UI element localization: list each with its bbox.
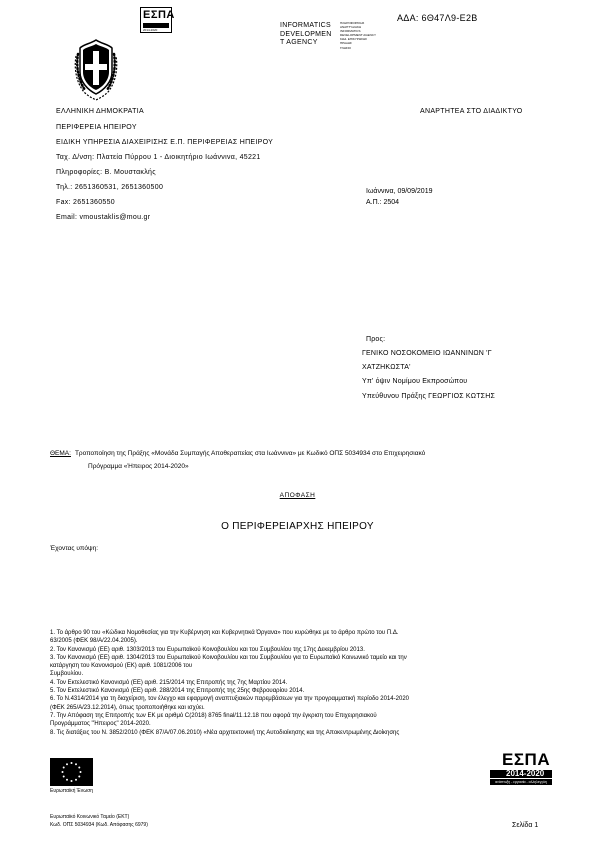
espa-big-slogan: ανάπτυξη - εργασία - αλληλεγγύη (490, 779, 552, 785)
list-item: 7. Την Απόφαση της Επιτροπής των ΕΚ με αριθμό C(2018) 8765 final/11.12.18 που αφορά την έγκριση του Επιχειρησιακού (50, 712, 377, 719)
header-line: Ταχ. Δ/νση: Πλατεία Πύρρου 1 - Διοικητήριο Ιωάννινα, 45221 (56, 154, 261, 161)
page-number: Σελίδα 1 (512, 822, 539, 829)
recipient-line: Υπεύθυνου Πράξης ΓΕΩΡΓΙΟΣ ΚΩΤΣΗΣ (362, 393, 495, 400)
list-item: 2. Τον Κανονισμό (ΕΕ) αριθ. 1303/2013 του Ευρωπαϊκού Κοινοβουλίου και του Συμβουλίου της 17ης Δεκεμβρίου 2013. (50, 646, 365, 653)
footer-code: Κωδ. ΟΠΣ 5034934 (Κωδ. Απόφασης 6979) (50, 822, 148, 828)
header-line: Email: vmoustaklis@mou.gr (56, 214, 151, 221)
subject-text: Τροποποίηση της Πράξης «Μονάδα Συμπαγής Αποθεραπείας στα Ιωάννινα» με Κωδικό ΟΠΣ 5034934 στο Επιχειρησιακό (74, 450, 426, 457)
header-line: Τηλ.: 2651360531, 2651360500 (56, 184, 164, 191)
list-item: Συμβουλίου. (50, 671, 84, 678)
page-title: Ο ΠΕΡΙΦΕΡΕΙΑΡΧΗΣ ΗΠΕΙΡΟΥ (221, 521, 374, 532)
list-item: κατάργηση του Κανονισμού (ΕΚ) αριθ. 1081/2006 του (50, 663, 193, 670)
header-line: Πληροφορίες: Β. Μουστακλής (56, 169, 156, 176)
digital-signature-stamp: ΠΛΗΡΟΦΟΡΙΚΗΣ ΑΝΑΠΤΥΞΙΑΚΗ INFORMATICS DEVELOPMENT AGENCY ΚΩΔ. ΕΠΙΚΥΡΩΣΗΣ ΠΡΑΞΗΣ ΓΝΗΣΙΟ (340, 21, 376, 50)
header-line: ΠΕΡΙΦΕΡΕΙΑ ΗΠΕΙΡΟΥ (56, 124, 137, 131)
espa-big-logo (490, 750, 552, 786)
header-line: Fax: 2651360550 (56, 199, 115, 206)
post-online-note: ΑΝΑΡΤΗΤΕΑ ΣΤΟ ΔΙΑΔΙΚΤΥΟ (420, 108, 523, 115)
having-considered-label: Έχοντας υπόψη: (50, 545, 99, 552)
list-item: 8. Τις διατάξεις του Ν. 3852/2010 (ΦΕΚ 87/Α/07.06.2010) «Νέα αρχιτεκτονική της Αυτοδιοίκησης και της Αποκεντρωμένης Διοίκησης (50, 729, 400, 736)
list-item: 3. Τον Κανονισμό (ΕΕ) αριθ. 1304/2013 του Ευρωπαϊκού Κοινοβουλίου και του Συμβουλίου για το Ευρωπαϊκό Κοινωνικό ταμείο και την (50, 654, 407, 661)
espa-logo-sub: 2014-2020 (143, 28, 158, 32)
espa-small-logo (140, 7, 175, 33)
espa-big-word: ΕΣΠΑ (502, 750, 551, 769)
protocol-number: Α.Π.: 2504 (366, 199, 400, 206)
informatics-agency-text: INFORMATICS DEVELOPMEN T AGENCY (280, 22, 332, 46)
recipient-to-label: Προς: (366, 336, 386, 343)
header-line: ΕΛΛΗΝΙΚΗ ΔΗΜΟΚΡΑΤΙΑ (56, 108, 144, 115)
list-item: 1. Το άρθρο 90 του «Κώδικα Νομοθεσίας για την Κυβέρνηση και Κυβερνητικά Όργανα» που κυρώθηκε με το άρθρο πρώτο του Π.Δ. (50, 630, 399, 636)
ada-code: ΑΔΑ: 6Θ47Λ9-Ε2Β (397, 13, 478, 23)
subject-text-cont: Πρόγραμμα «Ήπειρος 2014-2020» (88, 463, 189, 470)
list-item: Προγράμματος "Ήπειρος" 2014-2020. (50, 721, 151, 728)
decision-heading: ΑΠΟΦΑΣΗ (279, 492, 316, 499)
subject-block (50, 447, 550, 473)
recipient-line: Υπ' όψιν Νομίμου Εκπροσώπου (362, 378, 468, 385)
recipient-line: ΓΕΝΙΚΟ ΝΟΣΟΚΟΜΕΙΟ ΙΩΑΝΝΙΝΩΝ 'Γ (362, 350, 492, 357)
list-item: 63/2005 (ΦΕΚ 98/Α/22.04.2005). (50, 638, 138, 645)
recipient-line: ΧΑΤΖΗΚΩΣΤΑ' (362, 364, 411, 371)
eu-flag-icon (50, 758, 93, 786)
legal-references-list (50, 629, 550, 737)
espa-logo-word: ΕΣΠΑ (143, 9, 175, 21)
greek-emblem-icon (72, 38, 120, 102)
list-item: 6. Το Ν.4314/2014 για τη διαχείριση, τον έλεγχο και εφαρμογή αναπτυξιακών παρεμβάσεων για την προγραμματική περίοδο 2014-2020 (50, 696, 409, 703)
footer-fund: Ευρωπαϊκό Κοινωνικό Ταμείο (ΕΚΤ) (50, 814, 130, 820)
list-item: 4. Τον Εκτελεστικό Κανονισμό (ΕΕ) αριθ. 215/2014 της Επιτροπής της 7ης Μαρτίου 2014. (50, 679, 288, 686)
list-item: (ΦΕΚ 265/Α/23.12.2014), όπως τροποποιήθηκε και ισχύει. (50, 704, 205, 711)
document-date: Ιωάννινα, 09/09/2019 (366, 188, 433, 195)
eu-caption: Ευρωπαϊκή Ένωση (50, 788, 93, 794)
subject-label: ΘΕΜΑ: (50, 450, 71, 457)
header-line: ΕΙΔΙΚΗ ΥΠΗΡΕΣΙΑ ΔΙΑΧΕΙΡΙΣΗΣ Ε.Π. ΠΕΡΙΦΕΡΕΙΑΣ ΗΠΕΙΡΟΥ (56, 139, 274, 146)
espa-big-years: 2014-2020 (506, 769, 545, 778)
list-item: 5. Τον Εκτελεστικό Κανονισμό (ΕΕ) αριθ. 288/2014 της Επιτροπής της 25ης Φεβρουαρίου 2014. (50, 688, 305, 695)
